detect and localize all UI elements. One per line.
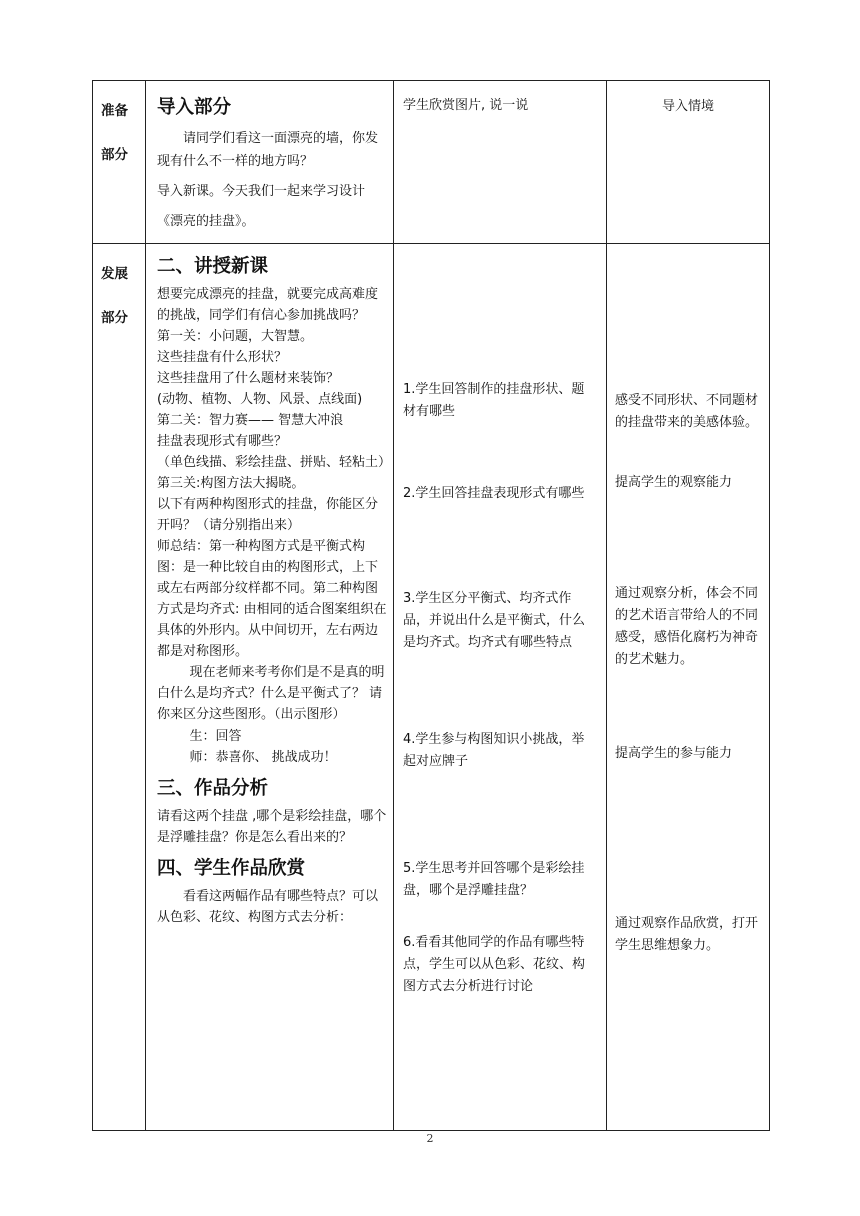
student-activity: 学生欣赏图片, 说一说 [403,98,529,113]
design-intent: 提高学生的参与能力 [615,746,733,761]
content-paragraph: 请看这两个挂盘 ,哪个是彩绘挂盘，哪个是浮雕挂盘？你是怎么看出来的？ [157,809,387,845]
design-intent-cell [607,81,770,244]
lesson-plan-table [92,80,770,1131]
phase-label: 部分 [101,309,128,326]
page-number: 2 [426,1132,434,1145]
content-line: 师总结：第一种构图方式是平衡式构图：是一种比较自由的构图形式，上下或左右两部分纹样都不同。第二种构图方式是均齐式: 由相同的适合图案组织在具体的外形内。从中间切开，左右两边都是对称图形。 [157,539,387,659]
content-line: 这些挂盘用了什么题材来装饰？ [157,371,340,386]
design-intent: 导入情境 [661,99,714,114]
student-activity: 5.学生思考并回答哪个是彩绘挂盘，哪个是浮雕挂盘？ [403,861,585,898]
content-line: 以下有两种构图形式的挂盘，你能区分开吗？（请分别指出来） [157,497,379,533]
phase-cell [93,81,146,244]
table-row [93,81,770,244]
content-line: （单色线描、彩绘挂盘、拼贴、轻粘土） [157,455,392,470]
content-line: 这些挂盘有什么形状？ [157,350,288,365]
content-paragraph: 导入新课。今天我们一起来学习设计《漂亮的挂盘》。 [157,184,366,229]
section-heading: 二、讲授新课 [157,256,269,277]
phase-cell [93,244,146,1131]
student-activity: 1.学生回答制作的挂盘形状、题材有哪些 [403,382,585,419]
student-activity: 2.学生回答挂盘表现形式有哪些 [403,486,585,501]
student-activity: 6.看看其他同学的作品有哪些特点，学生可以从色彩、花纹、构图方式去分析进行讨论 [403,935,586,994]
content-line: 挂盘表现形式有哪些？ [157,434,288,449]
content-line: 想要完成漂亮的挂盘，就要完成高难度的挑战，同学们有信心参加挑战吗？ [157,287,379,323]
design-intent: 通过观察分析，体会不同的艺术语言带给人的不同感受，感悟化腐朽为神奇的艺术魅力。 [615,586,759,667]
design-intent-cell [607,244,770,1131]
student-activity: 3.学生区分平衡式、均齐式作品，并说出什么是平衡式，什么是均齐式。均齐式有哪些特点 [403,591,586,650]
student-activity-cell [394,81,607,244]
design-intent: 感受不同形状、不同题材的挂盘带来的美感体验。 [615,393,759,430]
student-activity: 4.学生参与构图知识小挑战，举起对应牌子 [403,732,585,769]
section-heading: 三、作品分析 [157,778,269,799]
content-line: 现在老师来考考你们是不是真的明白什么是均齐式？什么是平衡式了？ 请你来区分这些图形。（出示图形） [157,665,385,722]
student-activity-cell [394,244,607,1131]
design-intent: 通过观察作品欣赏，打开学生思维想象力。 [615,916,759,953]
design-intent: 提高学生的观察能力 [615,475,733,490]
content-line: 第一关：小问题，大智慧。 [157,329,314,344]
teaching-content-cell [146,81,394,244]
table-row [93,244,770,1131]
content-line: 第三关:构图方法大揭晓。 [157,476,305,491]
content-line: 生：回答 [189,729,242,744]
section-heading: 导入部分 [157,97,232,118]
phase-label: 发展 [101,266,128,282]
section-heading: 四、学生作品欣赏 [157,858,306,879]
phase-label: 准备 [101,103,128,119]
content-line: (动物、植物、人物、风景、点线面) [157,392,363,407]
content-line: 师：恭喜你、 挑战成功！ [189,750,337,765]
phase-label: 部分 [101,146,128,163]
content-paragraph: 请同学们看这一面漂亮的墙，你发现有什么不一样的地方吗？ [157,131,379,169]
teaching-content-cell [146,244,394,1131]
content-line: 第二关：智力赛—— 智慧大冲浪 [157,413,344,428]
content-paragraph: 看看这两幅作品有哪些特点？可以从色彩、花纹、构图方式去分析： [157,889,379,925]
